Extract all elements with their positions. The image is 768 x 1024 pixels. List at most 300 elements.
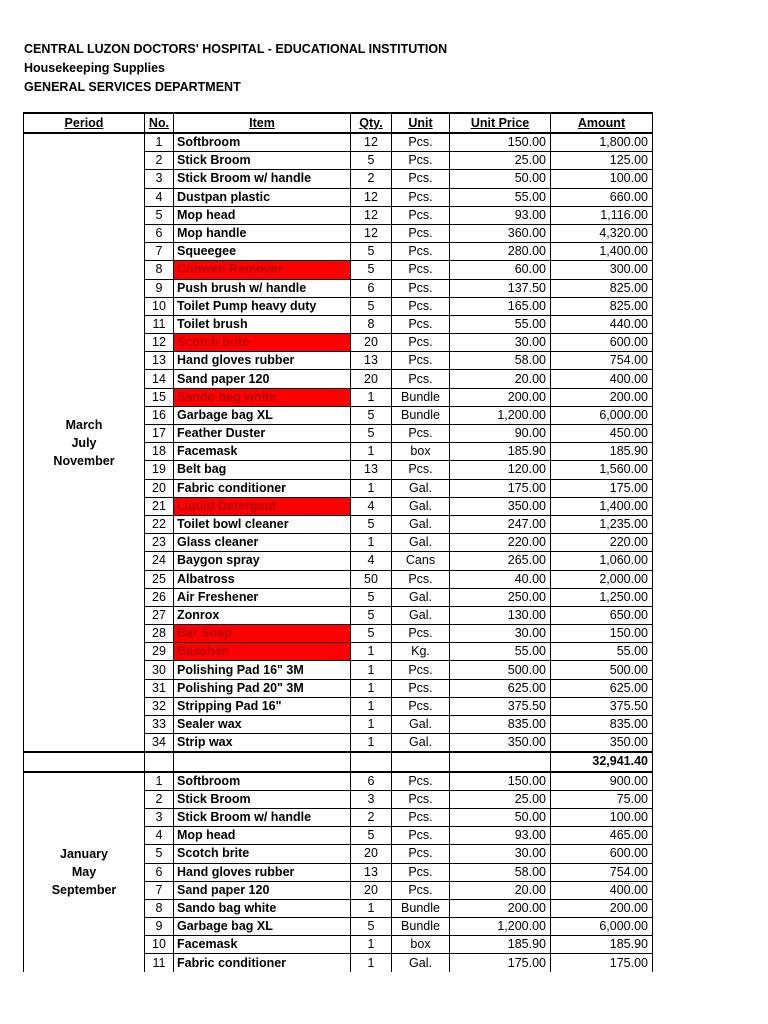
period-month: March [65, 417, 103, 432]
quantity: 5 [351, 588, 392, 606]
amount: 1,235.00 [551, 515, 653, 533]
unit-price: 93.00 [450, 206, 551, 224]
unit-price: 360.00 [450, 224, 551, 242]
item-name: Zonrox [174, 606, 351, 624]
unit: Gal. [392, 954, 450, 972]
unit-price: 150.00 [450, 133, 551, 152]
unit-price: 137.50 [450, 279, 551, 297]
amount: 200.00 [551, 899, 653, 917]
quantity: 13 [351, 461, 392, 479]
unit: Cans [392, 552, 450, 570]
col-header-qty: Qty. [351, 113, 392, 133]
item-name: Sand paper 120 [174, 881, 351, 899]
unit: Gal. [392, 716, 450, 734]
row-number: 9 [145, 918, 174, 936]
unit-price: 625.00 [450, 679, 551, 697]
unit: Kg. [392, 643, 450, 661]
unit-price: 185.90 [450, 443, 551, 461]
amount: 825.00 [551, 279, 653, 297]
item-name: Garbage bag XL [174, 406, 351, 424]
row-number: 4 [145, 188, 174, 206]
unit: Pcs. [392, 697, 450, 715]
row-number: 6 [145, 863, 174, 881]
item-name: Garbage bag XL [174, 918, 351, 936]
item-name: Scotch brite [174, 334, 351, 352]
item-name: Basahan [174, 643, 351, 661]
row-number: 7 [145, 243, 174, 261]
quantity: 1 [351, 661, 392, 679]
unit-price: 30.00 [450, 625, 551, 643]
unit-price: 500.00 [450, 661, 551, 679]
unit: Pcs. [392, 461, 450, 479]
unit-price: 55.00 [450, 315, 551, 333]
item-name: Liquid Detergent [174, 497, 351, 515]
quantity: 4 [351, 552, 392, 570]
unit: Gal. [392, 534, 450, 552]
quantity: 5 [351, 606, 392, 624]
item-name: Belt bag [174, 461, 351, 479]
unit-price: 55.00 [450, 643, 551, 661]
unit: box [392, 936, 450, 954]
item-name: Scotch brite [174, 845, 351, 863]
unit-price: 120.00 [450, 461, 551, 479]
quantity: 5 [351, 625, 392, 643]
quantity: 5 [351, 425, 392, 443]
row-number: 2 [145, 790, 174, 808]
period-month: May [71, 865, 97, 880]
row-number: 5 [145, 206, 174, 224]
unit-price: 130.00 [450, 606, 551, 624]
unit-price: 60.00 [450, 261, 551, 279]
unit-price: 150.00 [450, 772, 551, 791]
item-name: Cobweb Remover [174, 261, 351, 279]
quantity: 50 [351, 570, 392, 588]
quantity: 12 [351, 206, 392, 224]
amount: 220.00 [551, 534, 653, 552]
item-name: Fabric conditioner [174, 479, 351, 497]
row-number: 10 [145, 297, 174, 315]
item-name: Sealer wax [174, 716, 351, 734]
row-number: 19 [145, 461, 174, 479]
row-number: 16 [145, 406, 174, 424]
unit-price: 50.00 [450, 170, 551, 188]
unit-price: 30.00 [450, 334, 551, 352]
item-name: Polishing Pad 20" 3M [174, 679, 351, 697]
item-name: Albatross [174, 570, 351, 588]
unit: Pcs. [392, 152, 450, 170]
unit-price: 58.00 [450, 352, 551, 370]
col-header-item: Item [174, 113, 351, 133]
quantity: 12 [351, 188, 392, 206]
quantity: 1 [351, 954, 392, 972]
amount: 175.00 [551, 954, 653, 972]
quantity: 5 [351, 243, 392, 261]
unit: Gal. [392, 606, 450, 624]
row-number: 1 [145, 772, 174, 791]
item-name: Mop head [174, 827, 351, 845]
unit-price: 58.00 [450, 863, 551, 881]
amount: 400.00 [551, 370, 653, 388]
amount: 660.00 [551, 188, 653, 206]
row-number: 30 [145, 661, 174, 679]
unit-price: 25.00 [450, 152, 551, 170]
unit-price: 93.00 [450, 827, 551, 845]
amount: 375.50 [551, 697, 653, 715]
row-number: 21 [145, 497, 174, 515]
amount: 400.00 [551, 881, 653, 899]
empty-cell [145, 752, 174, 771]
amount: 6,000.00 [551, 406, 653, 424]
quantity: 5 [351, 152, 392, 170]
empty-cell [174, 752, 351, 771]
unit: Pcs. [392, 679, 450, 697]
quantity: 1 [351, 443, 392, 461]
amount: 100.00 [551, 808, 653, 826]
row-number: 27 [145, 606, 174, 624]
table-row [24, 772, 653, 791]
unit-price: 90.00 [450, 425, 551, 443]
row-number: 2 [145, 152, 174, 170]
unit: Pcs. [392, 315, 450, 333]
item-name: Stick Broom w/ handle [174, 808, 351, 826]
item-name: Stick Broom w/ handle [174, 170, 351, 188]
amount: 835.00 [551, 716, 653, 734]
row-number: 12 [145, 334, 174, 352]
row-number: 18 [145, 443, 174, 461]
unit: Pcs. [392, 206, 450, 224]
item-name: Strip wax [174, 734, 351, 753]
col-header-no: No. [145, 113, 174, 133]
quantity: 1 [351, 388, 392, 406]
row-number: 11 [145, 954, 174, 972]
item-name: Toilet Pump heavy duty [174, 297, 351, 315]
amount: 600.00 [551, 334, 653, 352]
item-name: Push brush w/ handle [174, 279, 351, 297]
unit: box [392, 443, 450, 461]
row-number: 11 [145, 315, 174, 333]
unit: Pcs. [392, 772, 450, 791]
unit-price: 280.00 [450, 243, 551, 261]
amount: 440.00 [551, 315, 653, 333]
unit-price: 250.00 [450, 588, 551, 606]
quantity: 5 [351, 515, 392, 533]
amount: 625.00 [551, 679, 653, 697]
unit: Pcs. [392, 370, 450, 388]
amount: 2,000.00 [551, 570, 653, 588]
row-number: 8 [145, 261, 174, 279]
item-name: Hand gloves rubber [174, 352, 351, 370]
item-name: Facemask [174, 936, 351, 954]
row-number: 24 [145, 552, 174, 570]
unit-price: 835.00 [450, 716, 551, 734]
quantity: 1 [351, 534, 392, 552]
supplies-table [23, 112, 653, 973]
row-number: 5 [145, 845, 174, 863]
unit: Pcs. [392, 133, 450, 152]
quantity: 12 [351, 224, 392, 242]
col-header-unit: Unit [392, 113, 450, 133]
item-name: Air Freshener [174, 588, 351, 606]
empty-cell [24, 752, 145, 771]
amount: 100.00 [551, 170, 653, 188]
amount: 650.00 [551, 606, 653, 624]
item-name: Stick Broom [174, 790, 351, 808]
unit: Pcs. [392, 224, 450, 242]
row-number: 34 [145, 734, 174, 753]
quantity: 2 [351, 808, 392, 826]
table-header-row [24, 113, 653, 133]
quantity: 2 [351, 170, 392, 188]
quantity: 1 [351, 716, 392, 734]
item-name: Sando bag white [174, 388, 351, 406]
amount: 450.00 [551, 425, 653, 443]
unit: Bundle [392, 388, 450, 406]
table-row [24, 133, 653, 152]
unit-price: 200.00 [450, 388, 551, 406]
item-name: Mop handle [174, 224, 351, 242]
unit: Pcs. [392, 790, 450, 808]
item-name: Mop head [174, 206, 351, 224]
unit-price: 1,200.00 [450, 918, 551, 936]
quantity: 1 [351, 679, 392, 697]
item-name: Baygon spray [174, 552, 351, 570]
unit-price: 220.00 [450, 534, 551, 552]
unit-price: 175.00 [450, 479, 551, 497]
empty-cell [351, 752, 392, 771]
amount: 600.00 [551, 845, 653, 863]
amount: 1,116.00 [551, 206, 653, 224]
amount: 500.00 [551, 661, 653, 679]
quantity: 1 [351, 643, 392, 661]
period-month: November [53, 453, 115, 468]
grand-total: 32,941.40 [551, 752, 653, 771]
quantity: 5 [351, 918, 392, 936]
amount: 175.00 [551, 479, 653, 497]
row-number: 28 [145, 625, 174, 643]
unit-price: 265.00 [450, 552, 551, 570]
unit: Pcs. [392, 808, 450, 826]
unit-price: 247.00 [450, 515, 551, 533]
row-number: 33 [145, 716, 174, 734]
unit: Gal. [392, 497, 450, 515]
item-name: Toilet brush [174, 315, 351, 333]
item-name: Sando bag white [174, 899, 351, 917]
unit: Pcs. [392, 570, 450, 588]
amount: 150.00 [551, 625, 653, 643]
quantity: 13 [351, 863, 392, 881]
unit-price: 175.00 [450, 954, 551, 972]
amount: 754.00 [551, 863, 653, 881]
unit: Pcs. [392, 625, 450, 643]
row-number: 29 [145, 643, 174, 661]
item-name: Feather Duster [174, 425, 351, 443]
amount: 6,000.00 [551, 918, 653, 936]
item-name: Sand paper 120 [174, 370, 351, 388]
empty-cell [392, 752, 450, 771]
quantity: 1 [351, 479, 392, 497]
period-cell [24, 133, 145, 752]
unit-price: 1,200.00 [450, 406, 551, 424]
quantity: 5 [351, 827, 392, 845]
institution-title: CENTRAL LUZON DOCTORS' HOSPITAL - EDUCATIONAL INSTITUTION [24, 42, 448, 56]
document-header [24, 40, 447, 97]
unit: Gal. [392, 588, 450, 606]
row-number: 7 [145, 881, 174, 899]
unit: Pcs. [392, 243, 450, 261]
unit: Pcs. [392, 188, 450, 206]
item-name: Stripping Pad 16" [174, 697, 351, 715]
quantity: 12 [351, 133, 392, 152]
row-number: 26 [145, 588, 174, 606]
unit: Pcs. [392, 425, 450, 443]
item-name: Polishing Pad 16" 3M [174, 661, 351, 679]
quantity: 20 [351, 334, 392, 352]
col-header-amount: Amount [551, 113, 653, 133]
quantity: 4 [351, 497, 392, 515]
quantity: 13 [351, 352, 392, 370]
amount: 1,800.00 [551, 133, 653, 152]
item-name: Facemask [174, 443, 351, 461]
amount: 1,250.00 [551, 588, 653, 606]
row-number: 31 [145, 679, 174, 697]
quantity: 3 [351, 790, 392, 808]
amount: 1,060.00 [551, 552, 653, 570]
unit-price: 55.00 [450, 188, 551, 206]
unit-price: 165.00 [450, 297, 551, 315]
unit: Bundle [392, 406, 450, 424]
unit: Gal. [392, 734, 450, 753]
amount: 825.00 [551, 297, 653, 315]
total-row [24, 752, 653, 771]
quantity: 8 [351, 315, 392, 333]
row-number: 10 [145, 936, 174, 954]
period-month: July [71, 435, 97, 450]
item-name: Squeegee [174, 243, 351, 261]
quantity: 5 [351, 406, 392, 424]
amount: 185.90 [551, 443, 653, 461]
unit-price: 350.00 [450, 497, 551, 515]
quantity: 20 [351, 881, 392, 899]
unit-price: 50.00 [450, 808, 551, 826]
item-name: Softbroom [174, 772, 351, 791]
unit: Pcs. [392, 334, 450, 352]
amount: 350.00 [551, 734, 653, 753]
period-cell [24, 772, 145, 973]
quantity: 1 [351, 697, 392, 715]
unit: Pcs. [392, 863, 450, 881]
unit-price: 40.00 [450, 570, 551, 588]
quantity: 1 [351, 936, 392, 954]
amount: 200.00 [551, 388, 653, 406]
unit: Pcs. [392, 661, 450, 679]
unit: Gal. [392, 479, 450, 497]
amount: 125.00 [551, 152, 653, 170]
quantity: 5 [351, 297, 392, 315]
amount: 1,400.00 [551, 497, 653, 515]
unit-price: 185.90 [450, 936, 551, 954]
row-number: 9 [145, 279, 174, 297]
row-number: 3 [145, 170, 174, 188]
unit: Pcs. [392, 297, 450, 315]
quantity: 1 [351, 734, 392, 753]
item-name: Glass cleaner [174, 534, 351, 552]
row-number: 13 [145, 352, 174, 370]
row-number: 15 [145, 388, 174, 406]
amount: 900.00 [551, 772, 653, 791]
col-header-unit-price: Unit Price [450, 113, 551, 133]
amount: 1,560.00 [551, 461, 653, 479]
unit: Pcs. [392, 881, 450, 899]
quantity: 6 [351, 279, 392, 297]
page-cutoff [0, 972, 768, 1024]
quantity: 20 [351, 845, 392, 863]
unit-price: 20.00 [450, 370, 551, 388]
row-number: 8 [145, 899, 174, 917]
quantity: 20 [351, 370, 392, 388]
row-number: 14 [145, 370, 174, 388]
row-number: 17 [145, 425, 174, 443]
unit: Pcs. [392, 352, 450, 370]
quantity: 1 [351, 899, 392, 917]
item-name: Toilet bowl cleaner [174, 515, 351, 533]
amount: 465.00 [551, 827, 653, 845]
row-number: 1 [145, 133, 174, 152]
amount: 1,400.00 [551, 243, 653, 261]
unit-price: 30.00 [450, 845, 551, 863]
unit-price: 20.00 [450, 881, 551, 899]
quantity: 5 [351, 261, 392, 279]
item-name: Stick Broom [174, 152, 351, 170]
row-number: 6 [145, 224, 174, 242]
amount: 185.90 [551, 936, 653, 954]
unit-price: 200.00 [450, 899, 551, 917]
unit: Pcs. [392, 845, 450, 863]
row-number: 4 [145, 827, 174, 845]
row-number: 22 [145, 515, 174, 533]
unit: Pcs. [392, 279, 450, 297]
quantity: 6 [351, 772, 392, 791]
item-name: Bar Soap [174, 625, 351, 643]
period-month: September [51, 883, 117, 898]
unit-price: 25.00 [450, 790, 551, 808]
unit: Pcs. [392, 827, 450, 845]
row-number: 23 [145, 534, 174, 552]
item-name: Softbroom [174, 133, 351, 152]
unit-price: 350.00 [450, 734, 551, 753]
amount: 4,320.00 [551, 224, 653, 242]
row-number: 20 [145, 479, 174, 497]
supplies-subtitle: Housekeeping Supplies [24, 61, 166, 75]
empty-cell [450, 752, 551, 771]
period-month: January [60, 847, 108, 862]
row-number: 3 [145, 808, 174, 826]
unit: Gal. [392, 515, 450, 533]
row-number: 32 [145, 697, 174, 715]
table-body [24, 133, 653, 972]
unit-price: 375.50 [450, 697, 551, 715]
amount: 75.00 [551, 790, 653, 808]
department-title: GENERAL SERVICES DEPARTMENT [24, 80, 241, 94]
item-name: Hand gloves rubber [174, 863, 351, 881]
amount: 300.00 [551, 261, 653, 279]
unit: Pcs. [392, 261, 450, 279]
row-number: 25 [145, 570, 174, 588]
unit: Pcs. [392, 170, 450, 188]
col-header-period: Period [24, 113, 145, 133]
amount: 55.00 [551, 643, 653, 661]
item-name: Fabric conditioner [174, 954, 351, 972]
amount: 754.00 [551, 352, 653, 370]
